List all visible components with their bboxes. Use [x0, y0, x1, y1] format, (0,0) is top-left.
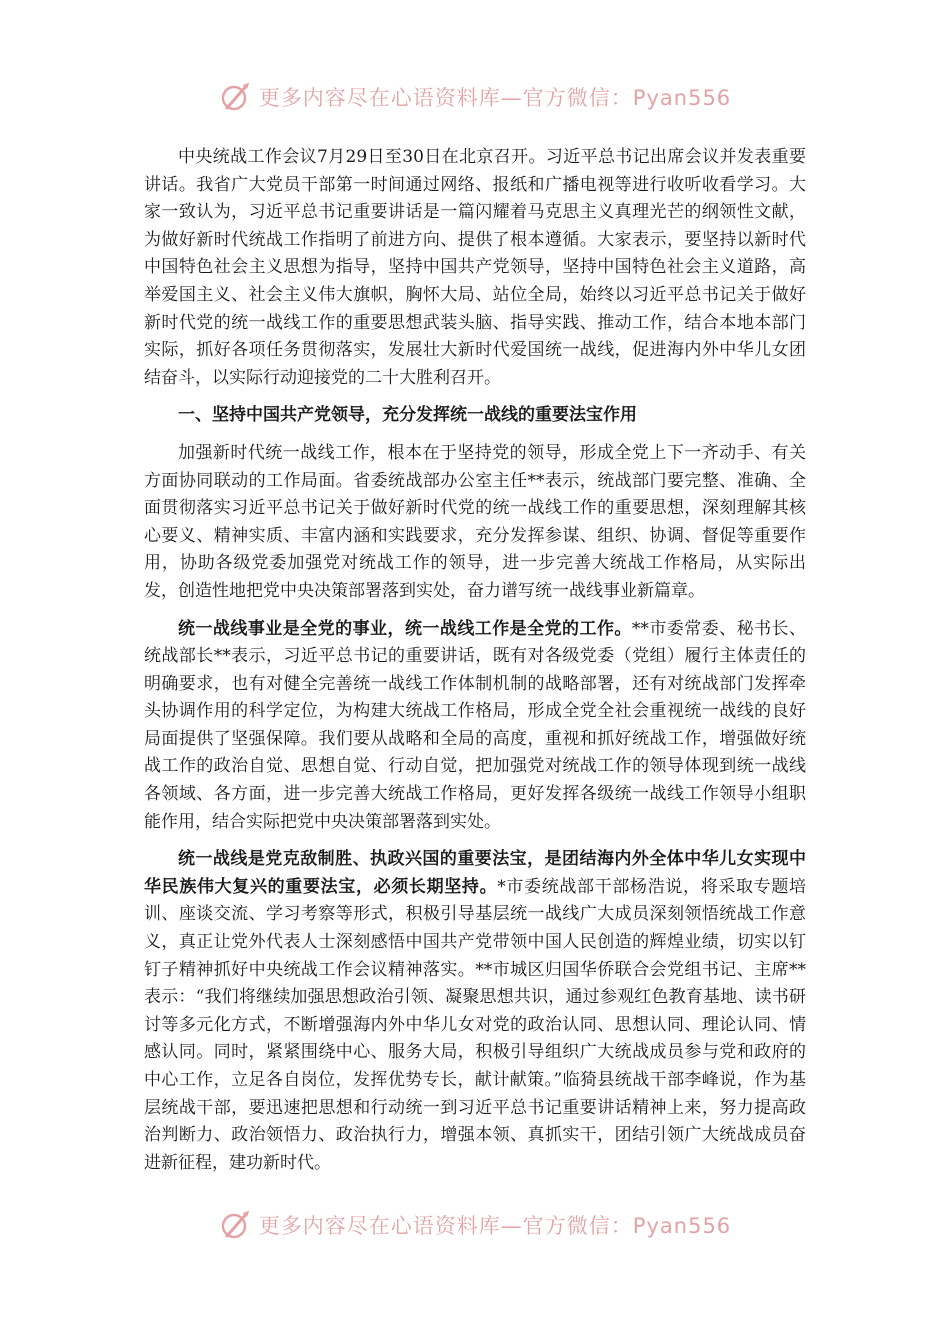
pen-logo-icon — [219, 80, 253, 114]
paragraph-3-body: **市委常委、秘书长、统战部长**表示，习近平总书记的重要讲话，既有对各级党委（党组）履行主体责任的明确要求，也有对健全完善统一战线工作体制机制的战略部署，还有对统战部门发挥牵头协调作用的科学定位，为构建大统战工作格局，形成全党全社会重视统一战线的良好局面提供了坚强保障。我们要从战略和全局的高度，重视和抓好统战工作，增强做好统战工作的政治自觉、思想自觉、行动自觉，把加强党对统战工作的领导体现到统一战线各领域、各方面，进一步完善大统战工作格局，更好发挥各级统一战线工作领导小组职能作用，结合实际把党中央决策部署落到实处。 — [144, 618, 807, 832]
paragraph-3 — [144, 616, 806, 837]
watermark-text: 更多内容尽在心语资料库—官方微信：Pyan556 — [258, 86, 732, 110]
paragraph-4-lead: 统一战线是党克敌制胜、执政兴国的重要法宝，是团结海内外全体中华儿女实现中华民族伟大复兴的重要法宝，必须长期坚持。 — [144, 849, 806, 897]
section-heading-1: 一、坚持中国共产党领导，充分发挥统一战线的重要法宝作用 — [178, 405, 637, 426]
paragraph-4 — [144, 846, 806, 1177]
paragraph-2: 加强新时代统一战线工作，根本在于坚持党的领导，形成全党上下一齐动手、有关方面协同联动的工作局面。省委统战部办公室主任**表示，统战部门要完整、准确、全面贯彻落实习近平总书记关于做好新时代党的统一战线工作的重要思想，深刻理解其核心要义、精神实质、丰富内涵和实践要求，充分发挥参谋、组织、协调、督促等重要作用，协助各级党委加强党对统战工作的领导，进一步完善大统战工作格局，从实际出发，创造性地把党中央决策部署落到实处，奋力谱写统一战线事业新篇章。 — [144, 442, 806, 601]
document-body — [144, 144, 806, 1177]
paragraph-4-body: *市委统战部干部杨浩说，将采取专题培训、座谈交流、学习考察等形式，积极引导基层统一战线广大成员深刻领悟统战工作意义，真正让党外代表人士深刻感悟中国共产党带领中国人民创造的辉煌业绩，切实以钉钉子精神抓好中央统战工作会议精神落实。**市城区归国华侨联合会党组书记、主席**表示：“我们将继续加强思想政治引领、凝聚思想共识，通过参观红色教育基地、读书研讨等多元化方式，不断增强海内外中华儿女对党的政治认同、思想认同、理论认同、情感认同。同时，紧紧围绕中心、服务大局，积极引导组织广大统战成员参与党和政府的中心工作，立足各自岗位，发挥优势专长，献计献策。”临猗县统战干部李峰说，作为基层统战干部，要迅速把思想和行动统一到习近平总书记重要讲话精神上来，努力提高政治判断力、政治领悟力、政治执行力，增强本领、真抓实干，团结引领广大统战成员奋进新征程，建功新时代。 — [144, 876, 807, 1173]
footer-watermark-banner — [0, 1208, 950, 1242]
intro-paragraph: 中央统战工作会议7月29日至30日在北京召开。习近平总书记出席会议并发表重要讲话。我省广大党员干部第一时间通过网络、报纸和广播电视等进行收听收看学习。大家一致认为，习近平总书记重要讲话是一篇闪耀着马克思主义真理光芒的纲领性文献，为做好新时代统战工作指明了前进方向、提供了根本遵循。大家表示，要坚持以新时代中国特色社会主义思想为指导，坚持中国共产党领导，坚持中国特色社会主义道路，高举爱国主义、社会主义伟大旗帜，胸怀大局、站位全局，始终以习近平总书记关于做好新时代党的统一战线工作的重要思想武装头脑、指导实践、推动工作，结合本地本部门实际，抓好各项任务贯彻落实，发展壮大新时代爱国统一战线，促进海内外中华儿女团结奋斗，以实际行动迎接党的二十大胜利召开。 — [144, 147, 806, 388]
header-watermark-banner — [0, 80, 950, 114]
watermark-text: 更多内容尽在心语资料库—官方微信：Pyan556 — [258, 1214, 732, 1238]
paragraph-3-lead: 统一战线事业是全党的事业，统一战线工作是全党的工作。 — [178, 618, 632, 639]
pen-logo-icon — [219, 1208, 253, 1242]
